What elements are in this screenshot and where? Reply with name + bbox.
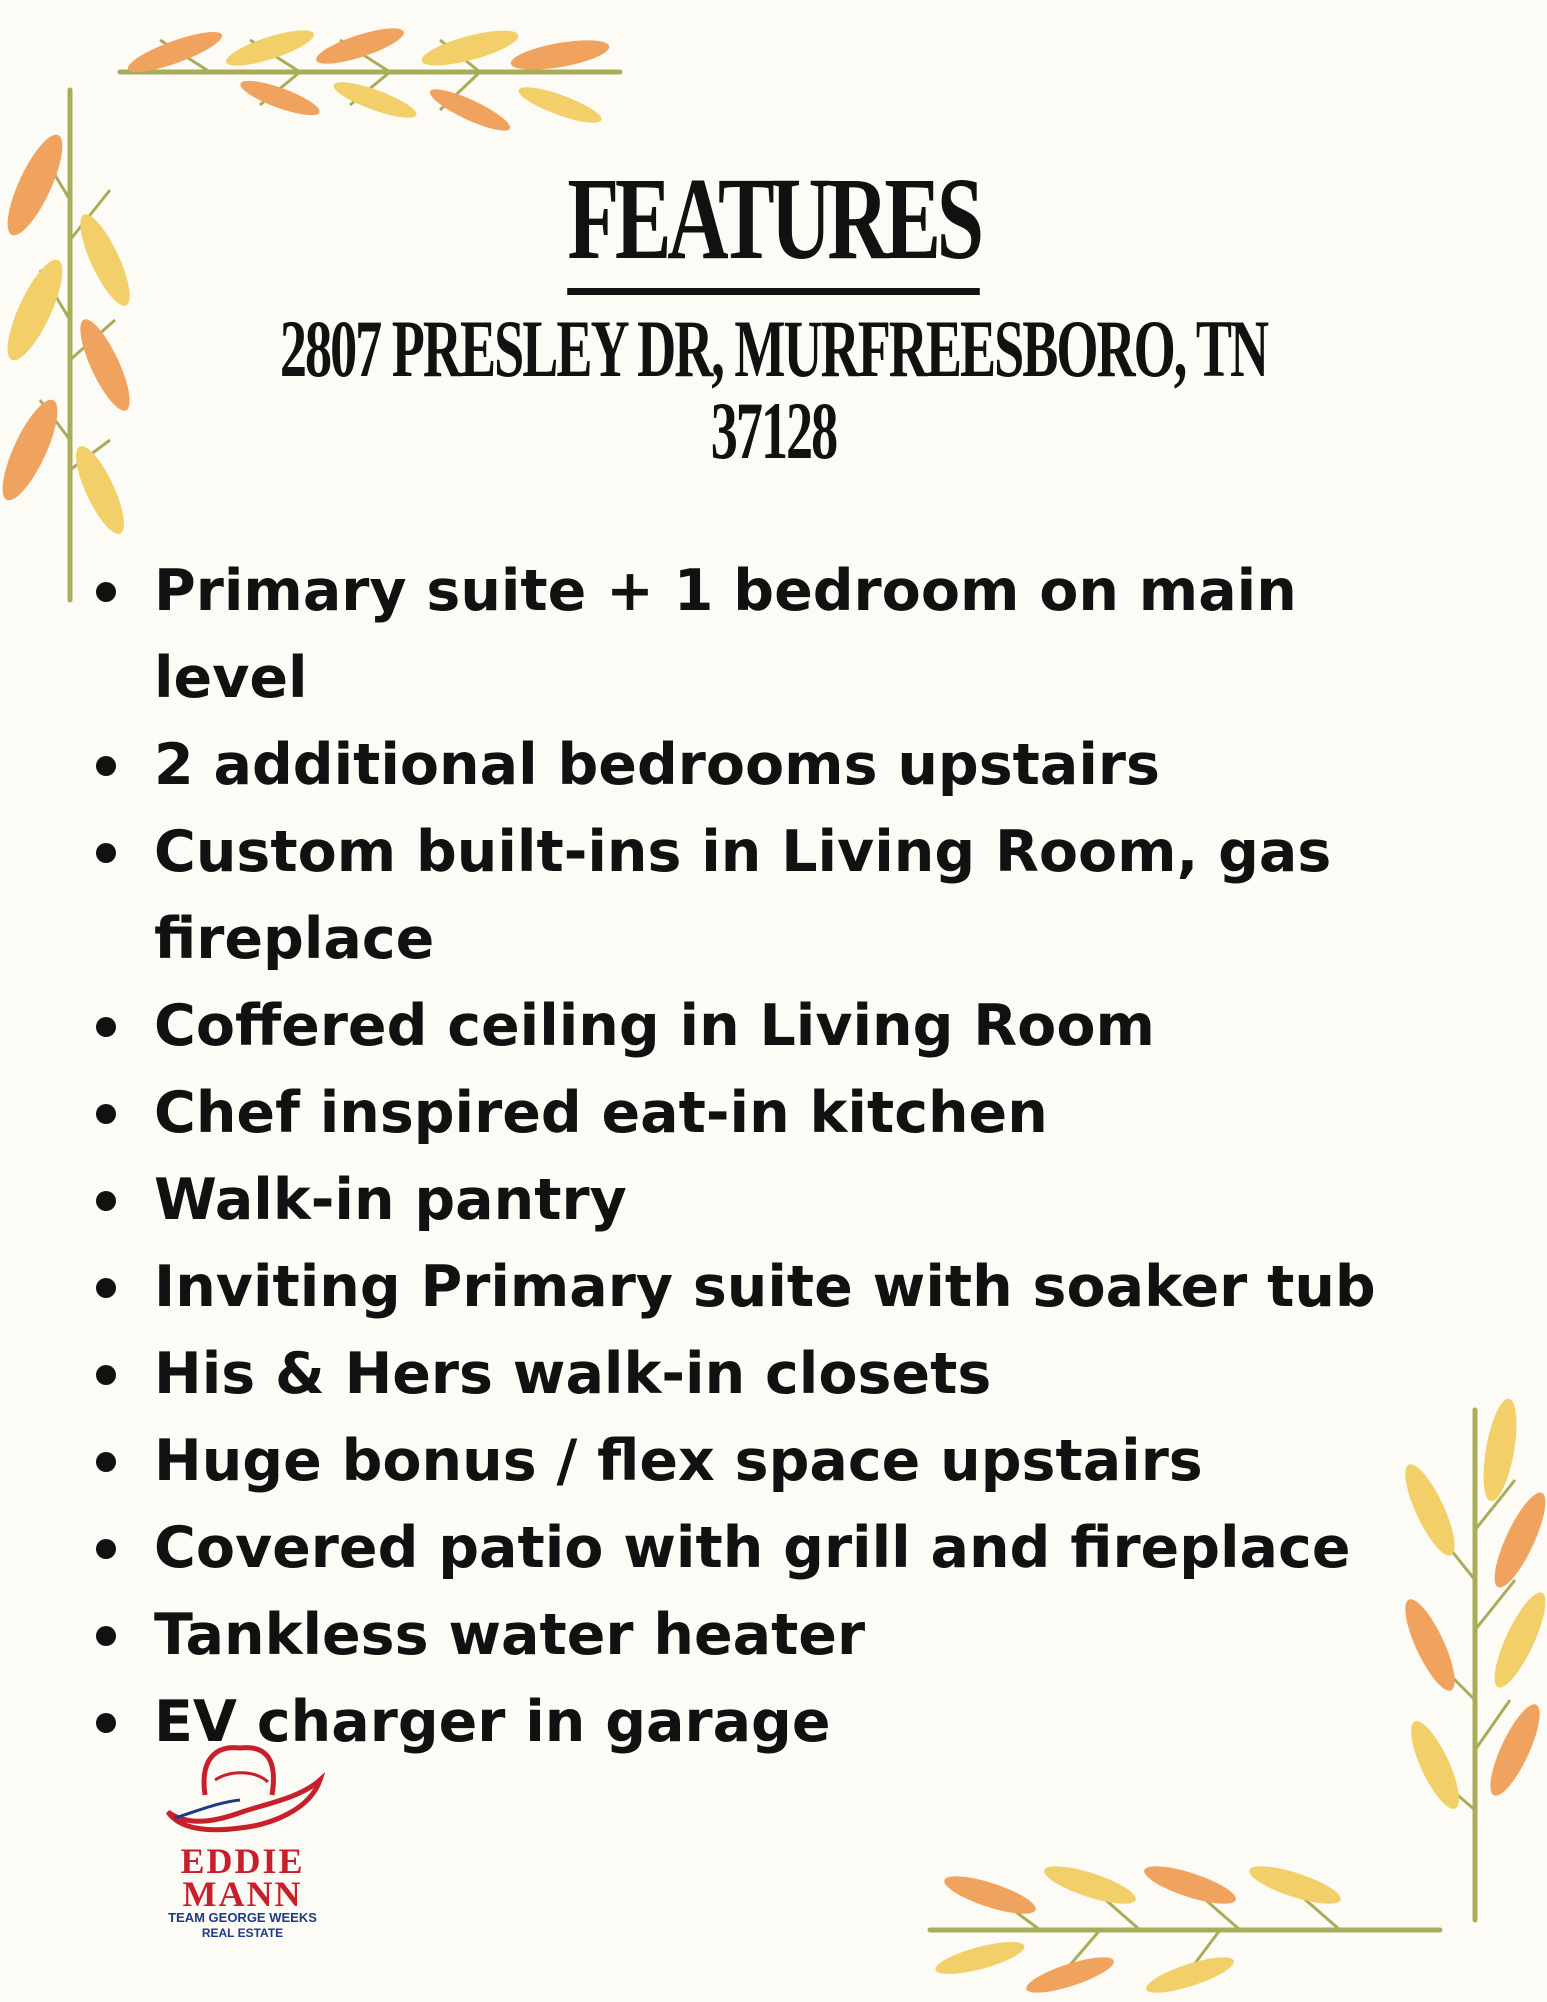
list-item: EV charger in garage <box>90 1679 1420 1766</box>
list-item: Huge bonus / flex space upstairs <box>90 1418 1420 1505</box>
address-text: 2807 PRESLEY DR, MURFREESBORO, TN 37128 <box>279 303 1268 476</box>
brand-logo <box>155 1740 330 1940</box>
page-title <box>217 153 1331 284</box>
list-item: His & Hers walk-in closets <box>90 1331 1420 1418</box>
list-item: 2 additional bedrooms upstairs <box>90 722 1420 809</box>
list-item: Walk-in pantry <box>90 1157 1420 1244</box>
logo-text-line1: EDDIE <box>180 1841 305 1881</box>
title-text: FEATURES <box>567 153 979 295</box>
list-item: Custom built-ins in Living Room, gas fireplace <box>90 809 1420 983</box>
list-item: Coffered ceiling in Living Room <box>90 983 1420 1070</box>
logo-team-text: TEAM GEORGE WEEKS <box>168 1910 317 1925</box>
list-item: Primary suite + 1 bedroom on main level <box>90 548 1420 722</box>
list-item: Chef inspired eat-in kitchen <box>90 1070 1420 1157</box>
list-item: Covered patio with grill and fireplace <box>90 1505 1420 1592</box>
logo-company-text: REAL ESTATE <box>201 1926 284 1940</box>
features-list <box>90 548 1420 1766</box>
cowboy-hat-icon <box>160 1740 325 1840</box>
list-item: Tankless water heater <box>90 1592 1420 1679</box>
list-item: Inviting Primary suite with soaker tub <box>90 1244 1420 1331</box>
property-address <box>0 303 1547 476</box>
logo-text-line2: MANN <box>182 1874 303 1914</box>
